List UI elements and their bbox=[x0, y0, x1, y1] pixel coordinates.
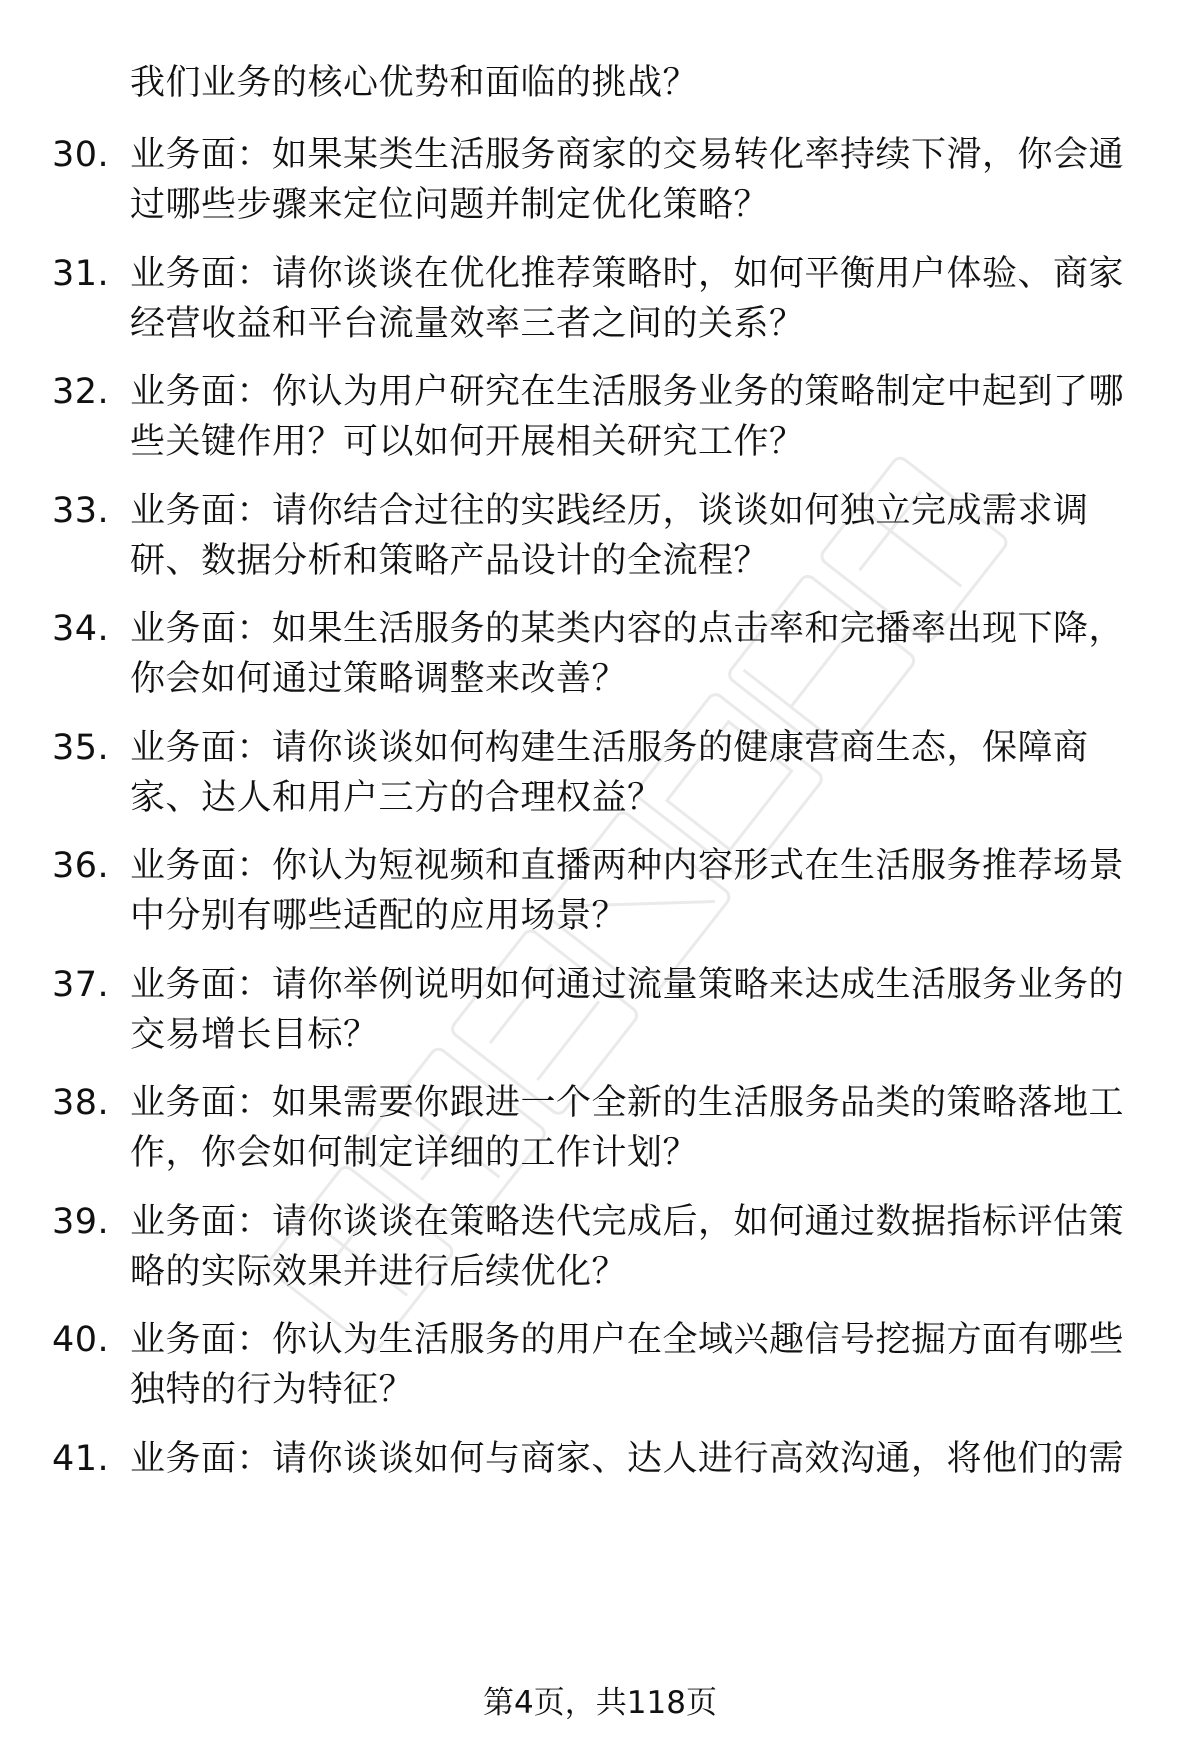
question-line: 研、数据分析和策略产品设计的全流程？ bbox=[130, 541, 770, 581]
question-text bbox=[130, 367, 1140, 467]
question-line: 业务面：如果生活服务的某类内容的点击率和完播率出现下降， bbox=[130, 609, 1125, 649]
question-number: 34. bbox=[52, 609, 110, 649]
question-text bbox=[130, 1434, 1140, 1484]
page-number-label: 第4页，共118页 bbox=[483, 1685, 717, 1721]
question-line: 业务面：请你谈谈在优化推荐策略时，如何平衡用户体验、商家 bbox=[130, 254, 1125, 294]
continued-line: 我们业务的核心优势和面临的挑战？ bbox=[130, 63, 699, 103]
question-number: 32. bbox=[52, 372, 110, 412]
question-line: 交易增长目标？ bbox=[130, 1015, 379, 1055]
question-text bbox=[130, 486, 1140, 586]
question-number: 41. bbox=[52, 1439, 110, 1479]
question-number: 33. bbox=[52, 491, 110, 531]
question-line: 业务面：你认为短视频和直播两种内容形式在生活服务推荐场景 bbox=[130, 846, 1125, 886]
question-line: 业务面：请你谈谈如何构建生活服务的健康营商生态，保障商 bbox=[130, 728, 1089, 768]
question-line: 过哪些步骤来定位问题并制定优化策略？ bbox=[130, 185, 770, 225]
question-line: 你会如何通过策略调整来改善？ bbox=[130, 659, 628, 699]
question-number: 39. bbox=[52, 1202, 110, 1242]
question-line: 家、达人和用户三方的合理权益？ bbox=[130, 778, 663, 818]
question-line: 业务面：你认为生活服务的用户在全域兴趣信号挖掘方面有哪些 bbox=[130, 1320, 1125, 1360]
question-line: 经营收益和平台流量效率三者之间的关系？ bbox=[130, 304, 805, 344]
question-number: 38. bbox=[52, 1083, 110, 1123]
question-line: 业务面：请你举例说明如何通过流量策略来达成生活服务业务的 bbox=[130, 965, 1125, 1005]
question-line: 业务面：请你结合过往的实践经历，谈谈如何独立完成需求调 bbox=[130, 491, 1089, 531]
question-number: 37. bbox=[52, 965, 110, 1005]
question-line: 略的实际效果并进行后续优化？ bbox=[130, 1252, 628, 1292]
question-line: 业务面：请你谈谈如何与商家、达人进行高效沟通，将他们的需 bbox=[130, 1439, 1125, 1479]
question-text bbox=[130, 130, 1140, 230]
question-text bbox=[130, 1315, 1140, 1415]
question-number: 31. bbox=[52, 254, 110, 294]
question-text bbox=[130, 960, 1140, 1060]
question-number: 36. bbox=[52, 846, 110, 886]
question-text bbox=[130, 1078, 1140, 1178]
question-line: 业务面：如果某类生活服务商家的交易转化率持续下滑，你会通 bbox=[130, 135, 1125, 175]
question-text bbox=[130, 1197, 1140, 1297]
question-line: 业务面：你认为用户研究在生活服务业务的策略制定中起到了哪 bbox=[130, 372, 1125, 412]
question-text bbox=[130, 604, 1140, 704]
question-line: 独特的行为特征？ bbox=[130, 1370, 415, 1410]
question-text bbox=[130, 249, 1140, 349]
question-line: 中分别有哪些适配的应用场景？ bbox=[130, 896, 628, 936]
page-footer bbox=[0, 1683, 1200, 1723]
question-text bbox=[130, 723, 1140, 823]
question-line: 作，你会如何制定详细的工作计划？ bbox=[130, 1133, 699, 1173]
question-number: 40. bbox=[52, 1320, 110, 1360]
question-line: 些关键作用？可以如何开展相关研究工作？ bbox=[130, 422, 805, 462]
question-text bbox=[130, 841, 1140, 941]
question-number: 35. bbox=[52, 728, 110, 768]
question-line: 业务面：请你谈谈在策略迭代完成后，如何通过数据指标评估策 bbox=[130, 1202, 1125, 1242]
continued-question-text bbox=[130, 58, 1140, 108]
question-line: 业务面：如果需要你跟进一个全新的生活服务品类的策略落地工 bbox=[130, 1083, 1125, 1123]
question-number: 30. bbox=[52, 135, 110, 175]
